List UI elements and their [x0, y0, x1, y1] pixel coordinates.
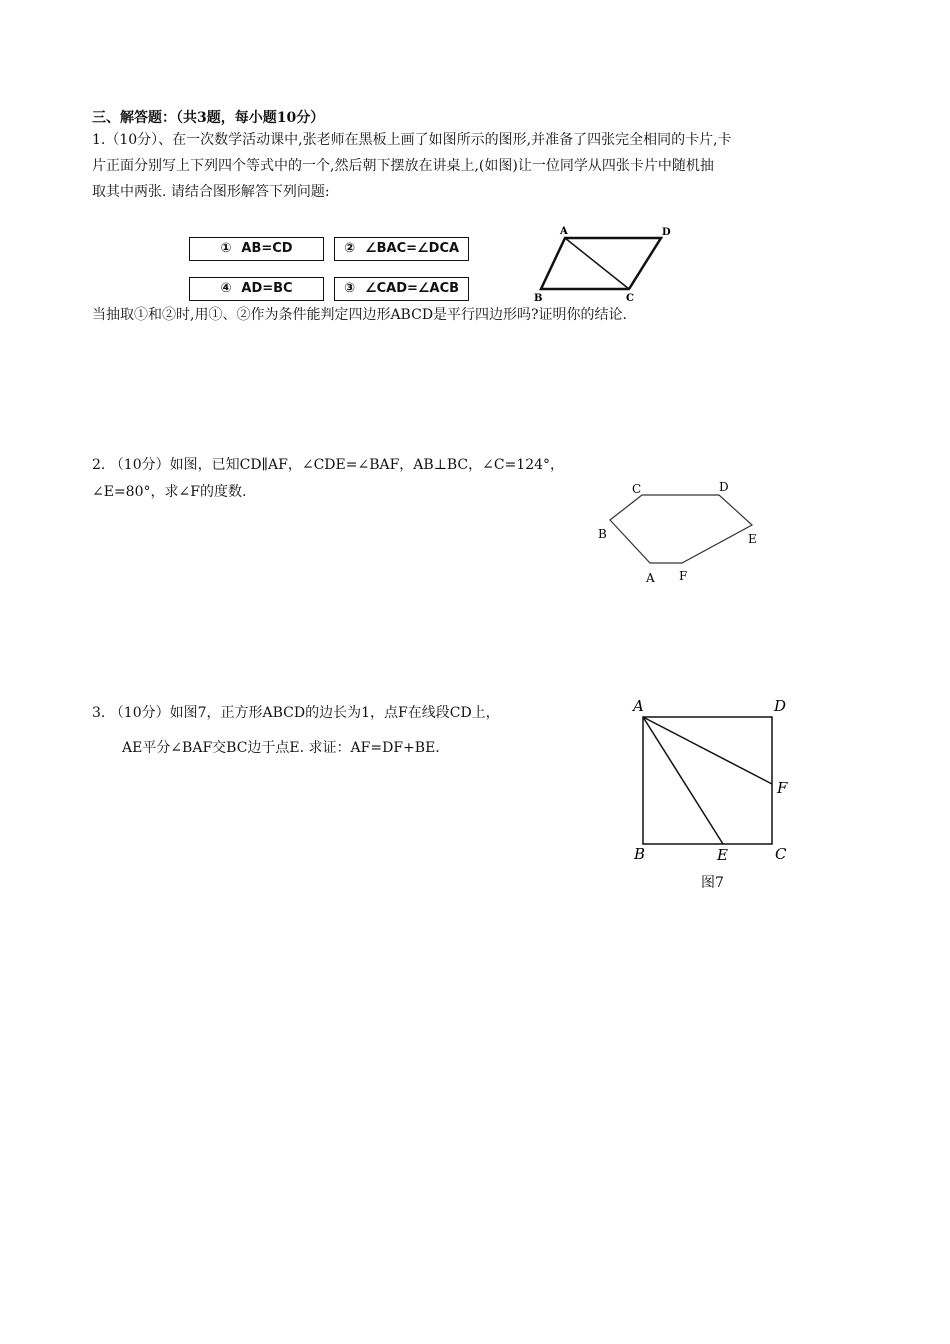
label-c: C — [775, 845, 787, 863]
parallelogram-abcd — [541, 238, 661, 289]
q1-text-line-3: 取其中两张. 请结合图形解答下列问题: — [92, 184, 330, 200]
segment-ae — [643, 717, 723, 844]
card-2-text: ∠BAC=∠DCA — [364, 241, 460, 256]
segment-af — [643, 717, 772, 784]
card-1-text: AB=CD — [241, 241, 293, 256]
label-f: F — [679, 569, 688, 583]
label-e: E — [748, 532, 757, 546]
q1-text-line-1: 1.（10分）、在一次数学活动课中,张老师在黑板上画了如图所示的图形,并准备了四张完全相同的卡片,卡 — [92, 132, 732, 148]
card-2-number: ② — [343, 241, 355, 256]
label-a: A — [646, 571, 655, 585]
label-b: B — [634, 845, 646, 863]
card-4 — [189, 277, 324, 301]
label-d: D — [719, 480, 729, 494]
q2-text-line-2: ∠E=80°，求∠F的度数. — [92, 484, 247, 500]
label-c: C — [626, 293, 634, 304]
q3-text-line-2: AE平分∠BAF交BC边于点E. 求证：AF=DF+BE. — [122, 740, 440, 756]
section-heading: 三、解答题：（共3题，每小题10分） — [92, 110, 325, 126]
hexagon-abcdef — [610, 495, 752, 563]
diagonal-ac — [565, 238, 629, 289]
square-abcd — [643, 717, 772, 844]
label-a: A — [560, 226, 568, 237]
label-d: D — [774, 697, 787, 715]
label-a: A — [633, 697, 644, 715]
label-d: D — [662, 227, 671, 238]
q2-text-line-1: 2. （10分）如图，已知CD∥AF，∠CDE=∠BAF，AB⊥BC，∠C=124°， — [92, 457, 565, 473]
label-c: C — [632, 482, 642, 496]
card-1 — [189, 237, 324, 261]
card-3 — [334, 277, 469, 301]
label-b: B — [598, 527, 607, 541]
card-3-number: ③ — [343, 281, 355, 296]
card-4-text: AD=BC — [241, 281, 293, 296]
q3-square-figure — [625, 690, 800, 865]
q3-figure-caption: 图7 — [701, 875, 724, 891]
q1-question: 当抽取①和②时,用①、②作为条件能判定四边形ABCD是平行四边形吗?证明你的结论. — [92, 307, 627, 323]
q2-hexagon-figure — [590, 475, 770, 590]
card-1-number: ① — [220, 241, 232, 256]
q1-parallelogram-figure — [525, 220, 685, 310]
card-2 — [334, 237, 469, 261]
label-e: E — [717, 846, 728, 864]
q3-text-line-1: 3. （10分）如图7，正方形ABCD的边长为1，点F在线段CD上， — [92, 705, 500, 721]
card-3-text: ∠CAD=∠ACB — [364, 281, 460, 296]
label-f: F — [777, 779, 788, 797]
label-b: B — [534, 293, 543, 304]
card-4-number: ④ — [220, 281, 232, 296]
q1-text-line-2: 片正面分别写上下列四个等式中的一个,然后朝下摆放在讲桌上,(如图)让一位同学从四张卡片中随机抽 — [92, 158, 714, 174]
